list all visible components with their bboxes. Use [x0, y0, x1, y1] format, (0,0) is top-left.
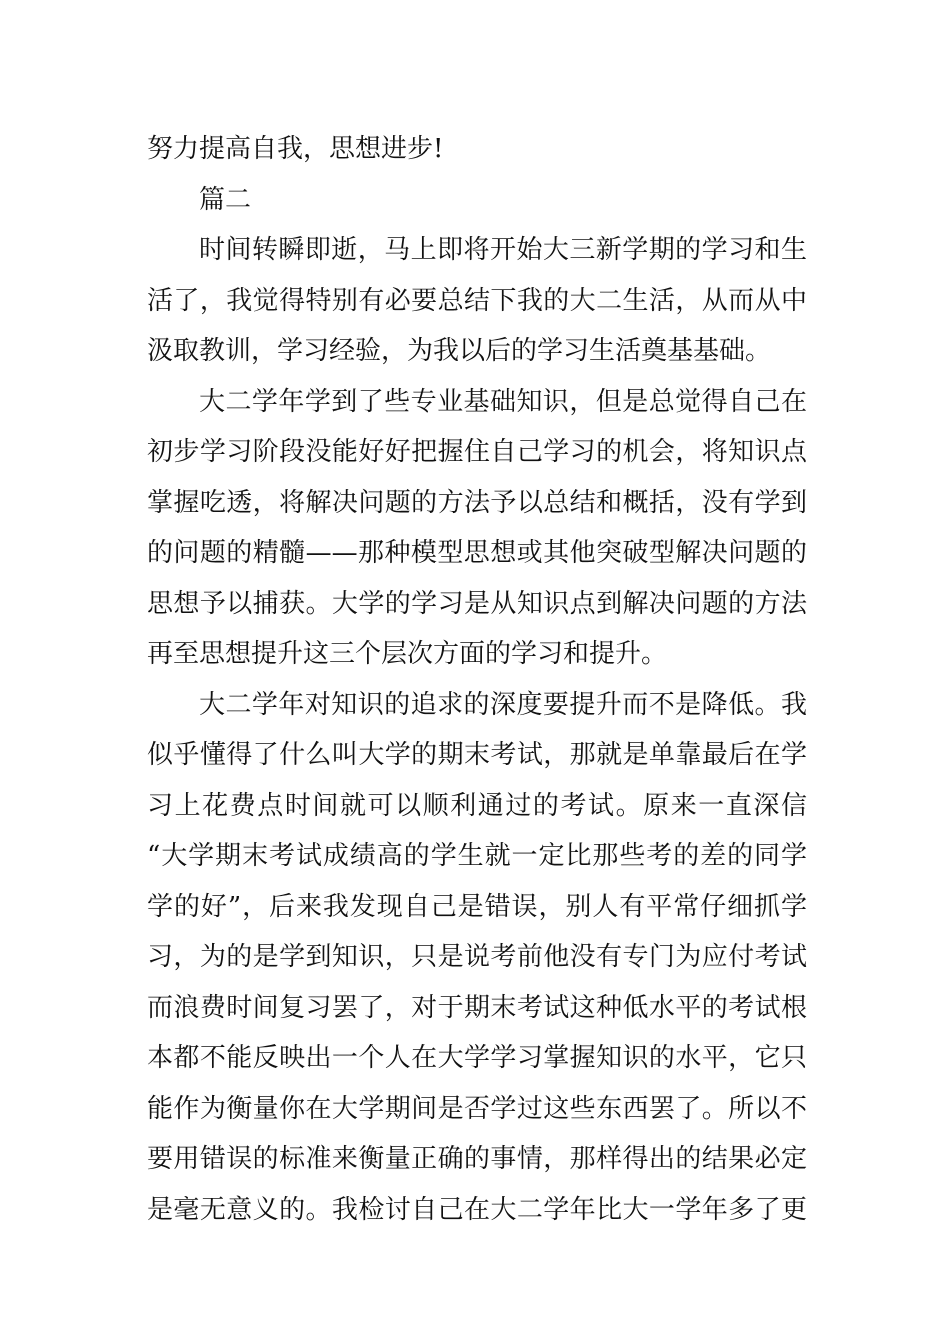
- text-line: 时间转瞬即逝，马上即将开始大三新学期的学习和生: [199, 235, 807, 265]
- text-line: 能作为衡量你在大学期间是否学过这些东西罢了。所以不: [147, 1093, 807, 1124]
- text-line: 学的好”，后来我发现自己是错误，别人有平常仔细抓学: [147, 891, 807, 922]
- text-line: 篇二: [199, 184, 252, 215]
- text-line: 再至思想提升这三个层次方面的学习和提升。: [147, 639, 668, 669]
- text-line: 活了，我觉得特别有必要总结下我的大二生活，从而从中: [147, 285, 807, 316]
- text-line: 思想予以捕获。大学的学习是从知识点到解决问题的方法: [147, 588, 807, 619]
- text-line: 初步学习阶段没能好好把握住自己学习的机会，将知识点: [147, 437, 807, 467]
- text-line: 大二学年对知识的追求的深度要提升而不是降低。我: [199, 689, 807, 720]
- text-line: 是毫无意义的。我检讨自己在大二学年比大一学年多了更: [147, 1194, 807, 1225]
- text-line: 掌握吃透，将解决问题的方法予以总结和概括，没有学到: [147, 487, 807, 518]
- text-line: 而浪费时间复习罢了，对于期末考试这种低水平的考试根: [147, 992, 807, 1023]
- body-text: [147, 124, 807, 1235]
- text-line: 的问题的精髓——那种模型思想或其他突破型解决问题的: [147, 538, 807, 568]
- text-line: 大二学年学到了些专业基础知识，但是总觉得自己在: [199, 386, 807, 417]
- text-line: 汲取教训，学习经验，为我以后的学习生活奠基基础。: [147, 336, 772, 366]
- text-line: 习，为的是学到知识，只是说考前他没有专门为应付考试: [147, 942, 807, 972]
- text-line: 习上花费点时间就可以顺利通过的考试。原来一直深信: [147, 790, 807, 821]
- text-line: 似乎懂得了什么叫大学的期末考试，那就是单靠最后在学: [147, 740, 807, 770]
- text-line: 努力提高自我，思想进步!: [147, 134, 444, 164]
- text-line: 要用错误的标准来衡量正确的事情，那样得出的结果必定: [147, 1144, 807, 1174]
- text-line: “大学期末考试成绩高的学生就一定比那些考的差的同学: [147, 841, 807, 871]
- text-line: 本都不能反映出一个人在大学学习掌握知识的水平，它只: [147, 1043, 807, 1073]
